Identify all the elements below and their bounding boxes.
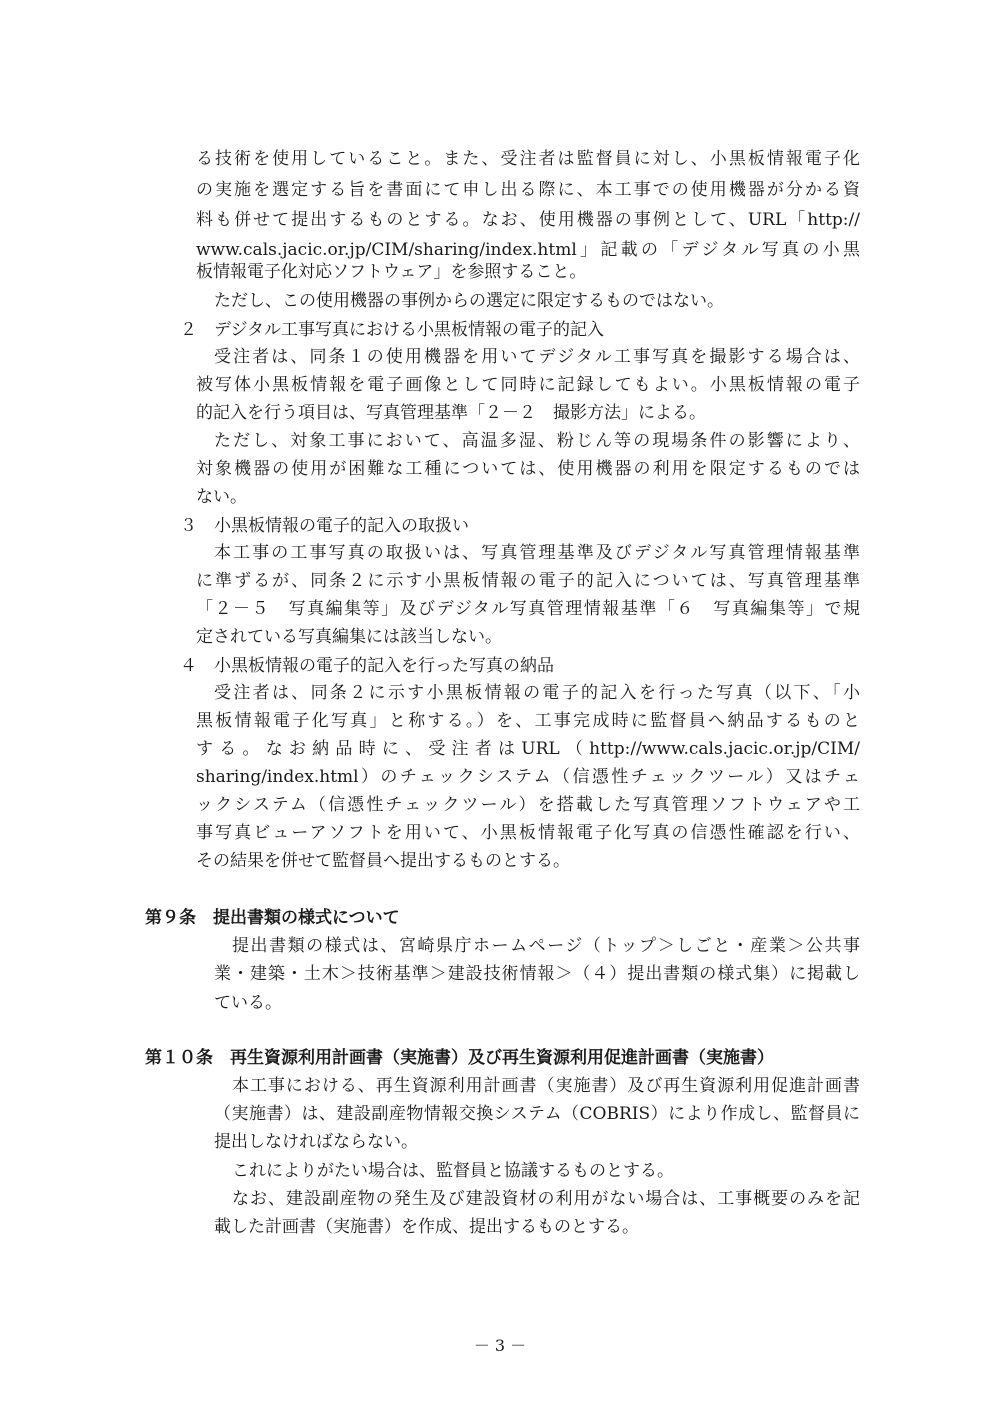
body-line: 業・建築・土木＞技術基準＞建設技術情報＞（４）提出書類の様式集）に掲載し xyxy=(214,964,860,984)
body-line: 本工事の工事写真の取扱いは、写真管理基準及びデジタル写真管理情報基準 xyxy=(214,543,860,563)
body-line: 「２－５ 写真編集等」及びデジタル写真管理情報基準「６ 写真編集等」で規 xyxy=(196,599,860,619)
page-number: － 3 － xyxy=(473,1336,527,1355)
article-heading: 第１０条 再生資源利用計画書（実施書）及び再生資源利用促進計画書（実施書） xyxy=(145,1048,774,1068)
body-line: ックシステム（信憑性チェックツール）を搭載した写真管理ソフトウェアや工 xyxy=(196,795,860,815)
body-line: ている。 xyxy=(214,993,282,1013)
body-line: 定されている写真編集には該当しない。 xyxy=(196,627,502,647)
body-line: sharing/index.html）のチェックシステム（信憑性チェックツール）又はチェ xyxy=(196,767,860,787)
body-line: 被写体小黒板情報を電子画像として同時に記録してもよい。小黒板情報の電子 xyxy=(196,375,860,395)
body-line: る技術を使用していること。また、受注者は監督員に対し、小黒板情報電子化 xyxy=(196,149,860,169)
item-heading: ３ 小黒板情報の電子的記入の取扱い xyxy=(180,516,469,536)
body-line: 提出書類の様式は、宮崎県庁ホームページ（トップ＞しごと・産業＞公共事 xyxy=(232,936,860,956)
body-line: の実施を選定する旨を書面にて申し出る際に、本工事での使用機器が分かる資 xyxy=(196,180,860,200)
body-line: ただし、対象工事において、高温多湿、粉じん等の現場条件の影響により、 xyxy=(214,431,860,451)
body-line: 対象機器の使用が困難な工種については、使用機器の利用を限定するものでは xyxy=(196,459,860,479)
body-line: 載した計画書（実施書）を作成、提出するものとする。 xyxy=(214,1217,639,1237)
body-line: に準ずるが、同条２に示す小黒板情報の電子的記入については、写真管理基準 xyxy=(196,571,860,591)
body-line: これによりがたい場合は、監督員と協議するものとする。 xyxy=(232,1161,674,1181)
body-line: する。なお納品時に、受注者はURL（http://www.cals.jacic.or.jp/CIM/ xyxy=(196,739,860,759)
body-line: 受注者は、同条１の使用機器を用いてデジタル工事写真を撮影する場合は、 xyxy=(214,347,860,367)
body-line: （実施書）は、建設副産物情報交換システム（COBRIS）により作成し、監督員に xyxy=(214,1104,860,1124)
body-line: 本工事における、再生資源利用計画書（実施書）及び再生資源利用促進計画書 xyxy=(232,1076,860,1096)
body-line: 板情報電子化対応ソフトウェア」を参照すること。 xyxy=(196,262,587,282)
item-heading: ２ デジタル工事写真における小黒板情報の電子的記入 xyxy=(180,320,604,340)
body-line: 黒板情報電子化写真」と称する。）を、工事完成時に監督員へ納品するものと xyxy=(196,711,860,731)
article-heading: 第９条 提出書類の様式について xyxy=(145,908,400,928)
body-line: 事写真ビューアソフトを用いて、小黒板情報電子化写真の信憑性確認を行い、 xyxy=(196,823,860,843)
body-line: 的記入を行う項目は、写真管理基準「２－２ 撮影方法」による。 xyxy=(196,403,706,423)
body-line: www.cals.jacic.or.jp/CIM/sharing/index.html」記載の「デジタル写真の小黒 xyxy=(196,240,860,260)
body-line: ない。 xyxy=(196,487,247,507)
item-heading: ４ 小黒板情報の電子的記入を行った写真の納品 xyxy=(180,656,554,676)
body-line: なお、建設副産物の発生及び建設資材の利用がない場合は、工事概要のみを記 xyxy=(232,1189,860,1209)
body-line: 受注者は、同条２に示す小黒板情報の電子的記入を行った写真（以下、「小 xyxy=(214,683,860,703)
body-line: その結果を併せて監督員へ提出するものとする。 xyxy=(196,851,570,871)
body-line: 料も併せて提出するものとする。なお、使用機器の事例として、URL「http:// xyxy=(196,210,860,230)
body-line: 提出しなければならない。 xyxy=(214,1132,418,1152)
body-line: ただし、この使用機器の事例からの選定に限定するものではない。 xyxy=(214,291,724,311)
